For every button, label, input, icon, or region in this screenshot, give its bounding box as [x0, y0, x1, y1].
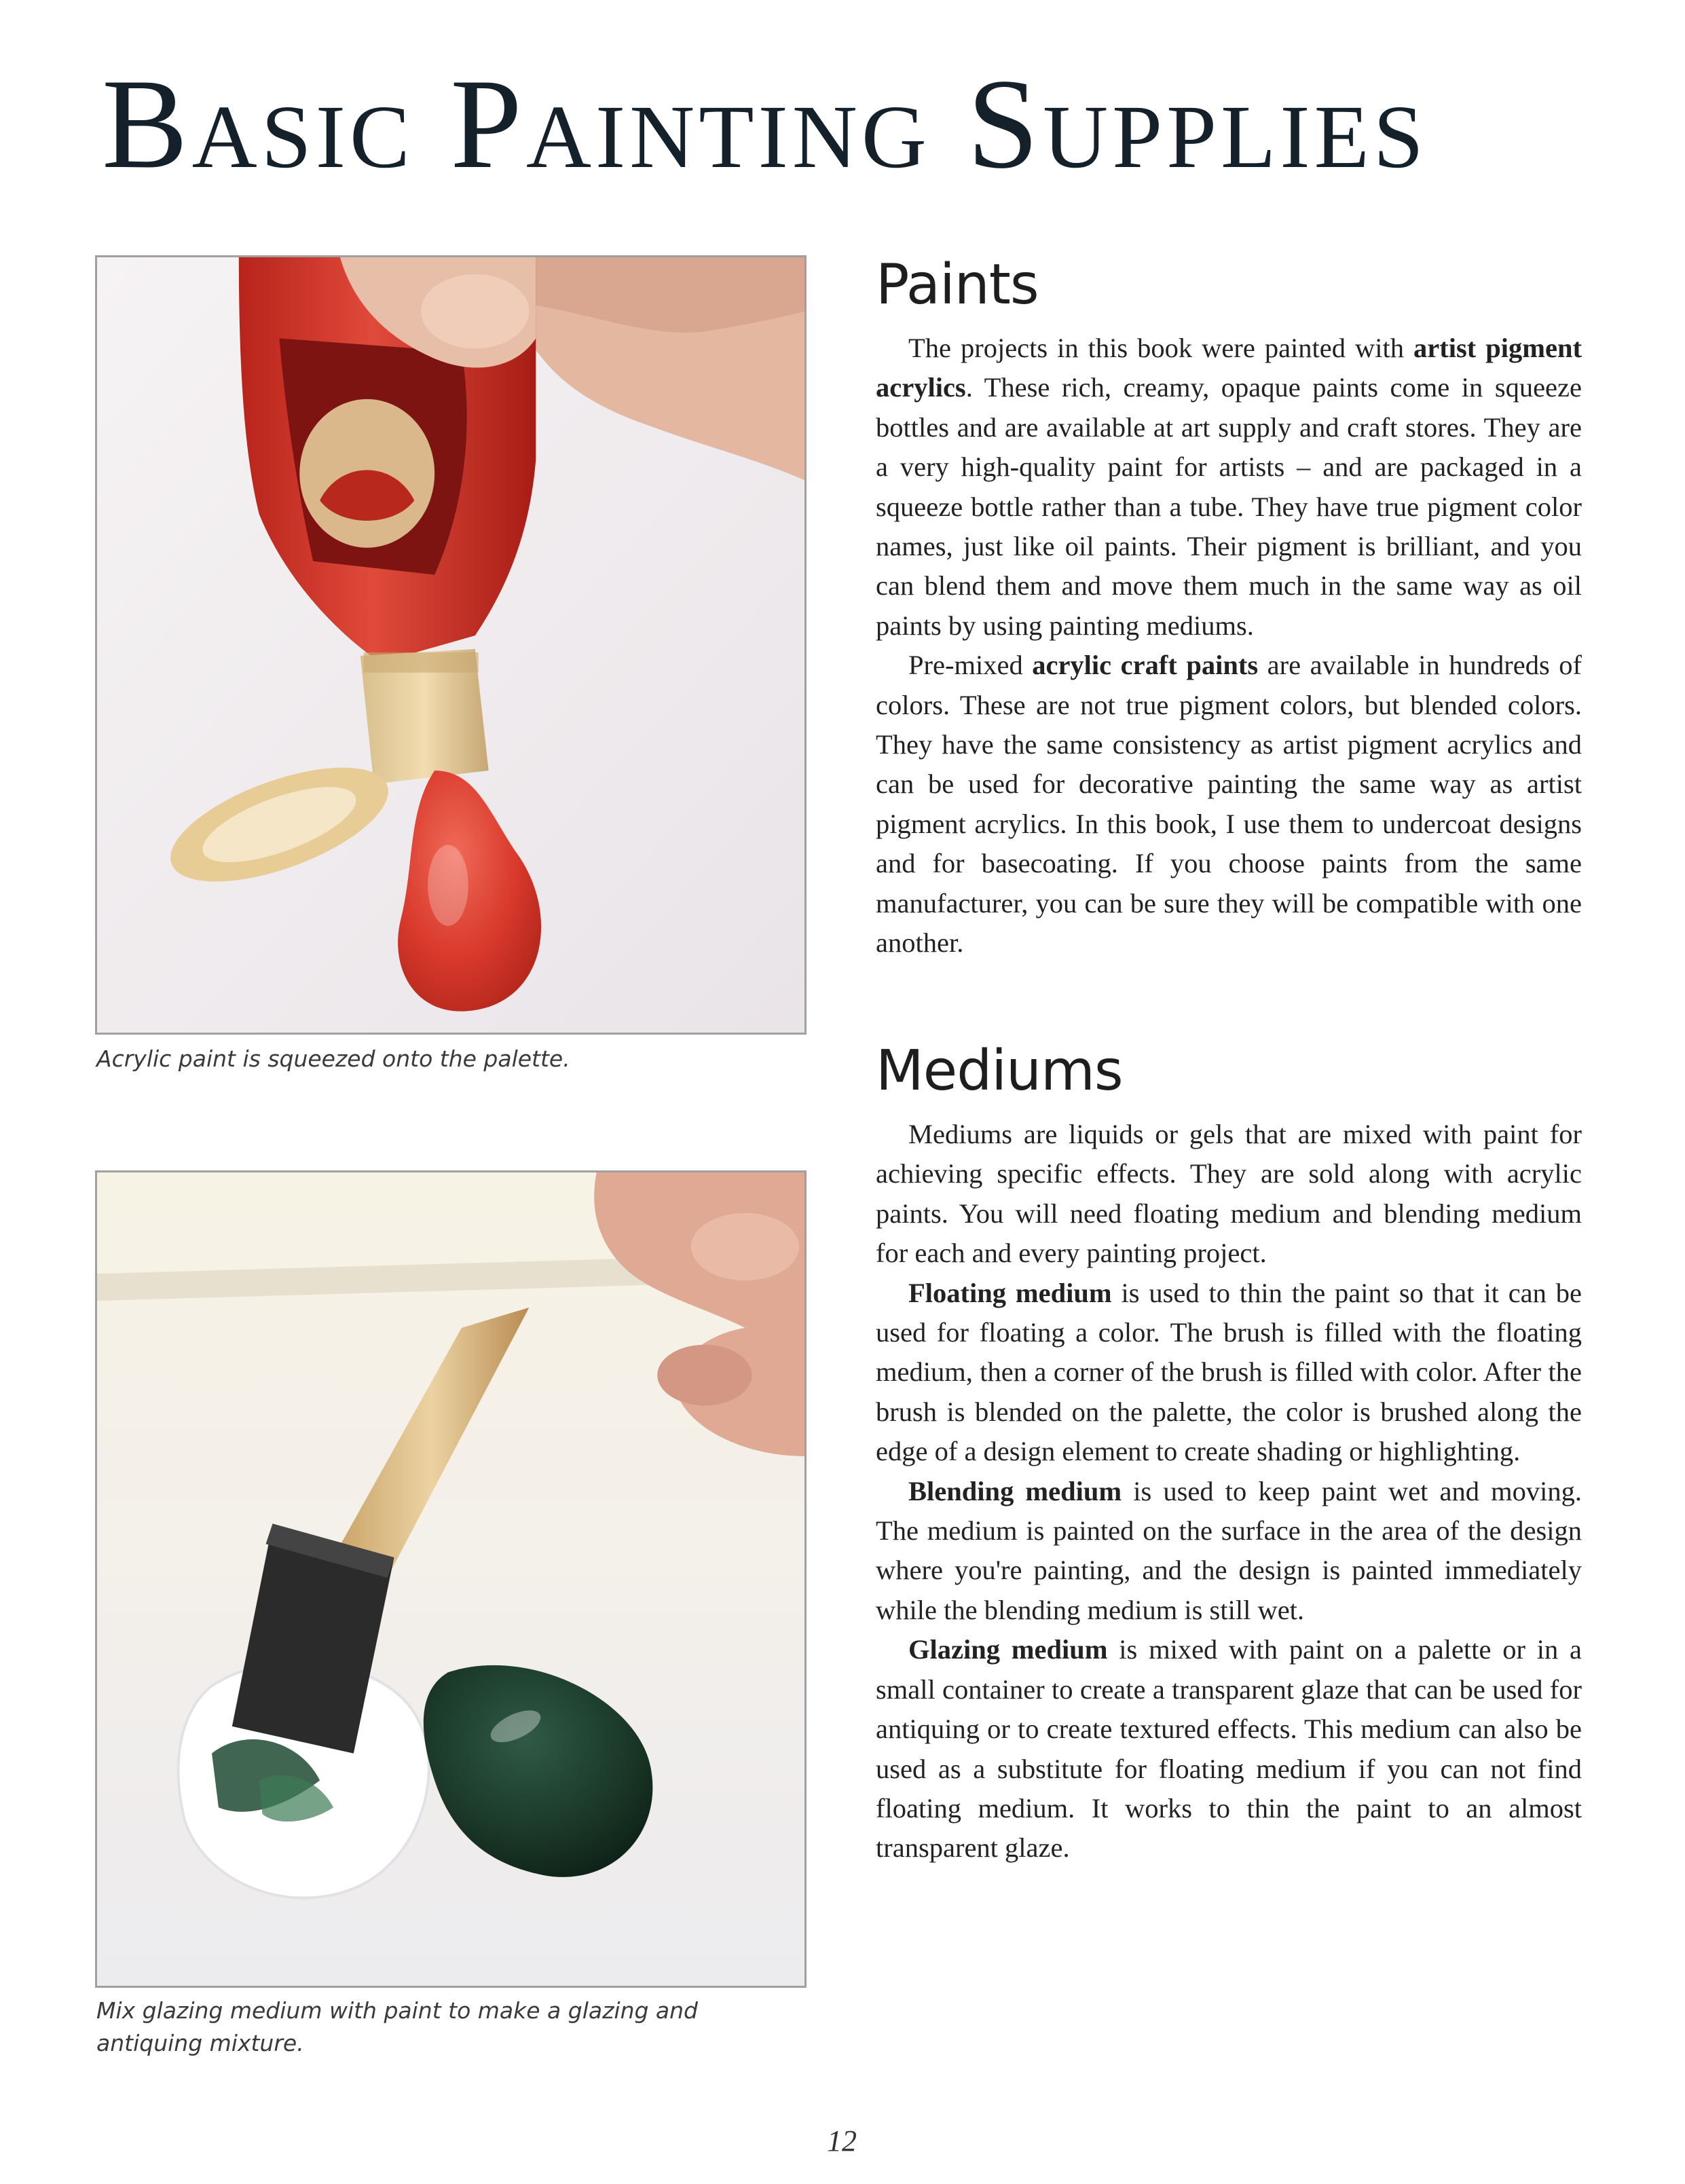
section-heading: Mediums [876, 1039, 1123, 1103]
photo-caption: Mix glazing medium with paint to make a glazing and antiquing mixture. [96, 1997, 699, 2056]
paragraph: Floating medium is used to thin the paint so that it can be used for floating a color. The brush is filled with the floating medium, then a corner of the brush is filled with color. After the brush is blended on the palette, the color is brushed along the edge of a design element to create shading or highlighting. [876, 1277, 1582, 1467]
paragraph: Pre-mixed acrylic craft paints are available in hundreds of colors. These are not true pigment colors, but blended colors. They have the same consistency as artist pigment acrylics and can be used for decorative painting the same way as artist pigment acrylics. In this book, I use them to undercoat designs and for basecoating. If you choose paints from the same manufacturer, you can be sure they will be compatible with one another. [876, 650, 1582, 959]
page-title: Basic Painting Supplies [102, 53, 1428, 196]
photo-acrylic-paint-bottle [95, 255, 807, 1035]
section-mediums [876, 1036, 1582, 1868]
paragraph: Glazing medium is mixed with paint on a palette or in a small container to create a transparent glaze that can be used for antiquing or to create textured effects. This medium can also be used as a substitute for floating medium if you can not find floating medium. It works to thin the paint to an almost transparent glaze. [876, 1634, 1582, 1864]
page-number: 12 [827, 2124, 857, 2158]
section-paints [876, 250, 1582, 963]
photo-caption: Acrylic paint is squeezed onto the palette. [96, 1045, 570, 1072]
paragraph: Mediums are liquids or gels that are mixed with paint for achieving specific effects. They are sold along with acrylic paints. You will need floating medium and blending medium for each and every painting project. [876, 1119, 1582, 1269]
section-heading: Paints [876, 253, 1039, 317]
paragraph: The projects in this book were painted with artist pigment acrylics. These rich, creamy, opaque paints come in squeeze bottles and are available at art supply and craft stores. They are a very high-quality paint for artists – and are packaged in a squeeze bottle rather than a tube. They have true pigment color names, just like oil paints. Their pigment is brilliant, and you can blend them and move them much in the same way as oil paints by using painting mediums. [876, 333, 1582, 641]
photo-glazing-sponge-brush [95, 1170, 807, 1988]
paragraph: Blending medium is used to keep paint wet and moving. The medium is painted on the surface in the area of the design where you're painting, and the design is painted immediately while the blending medium is still wet. [876, 1475, 1582, 1625]
